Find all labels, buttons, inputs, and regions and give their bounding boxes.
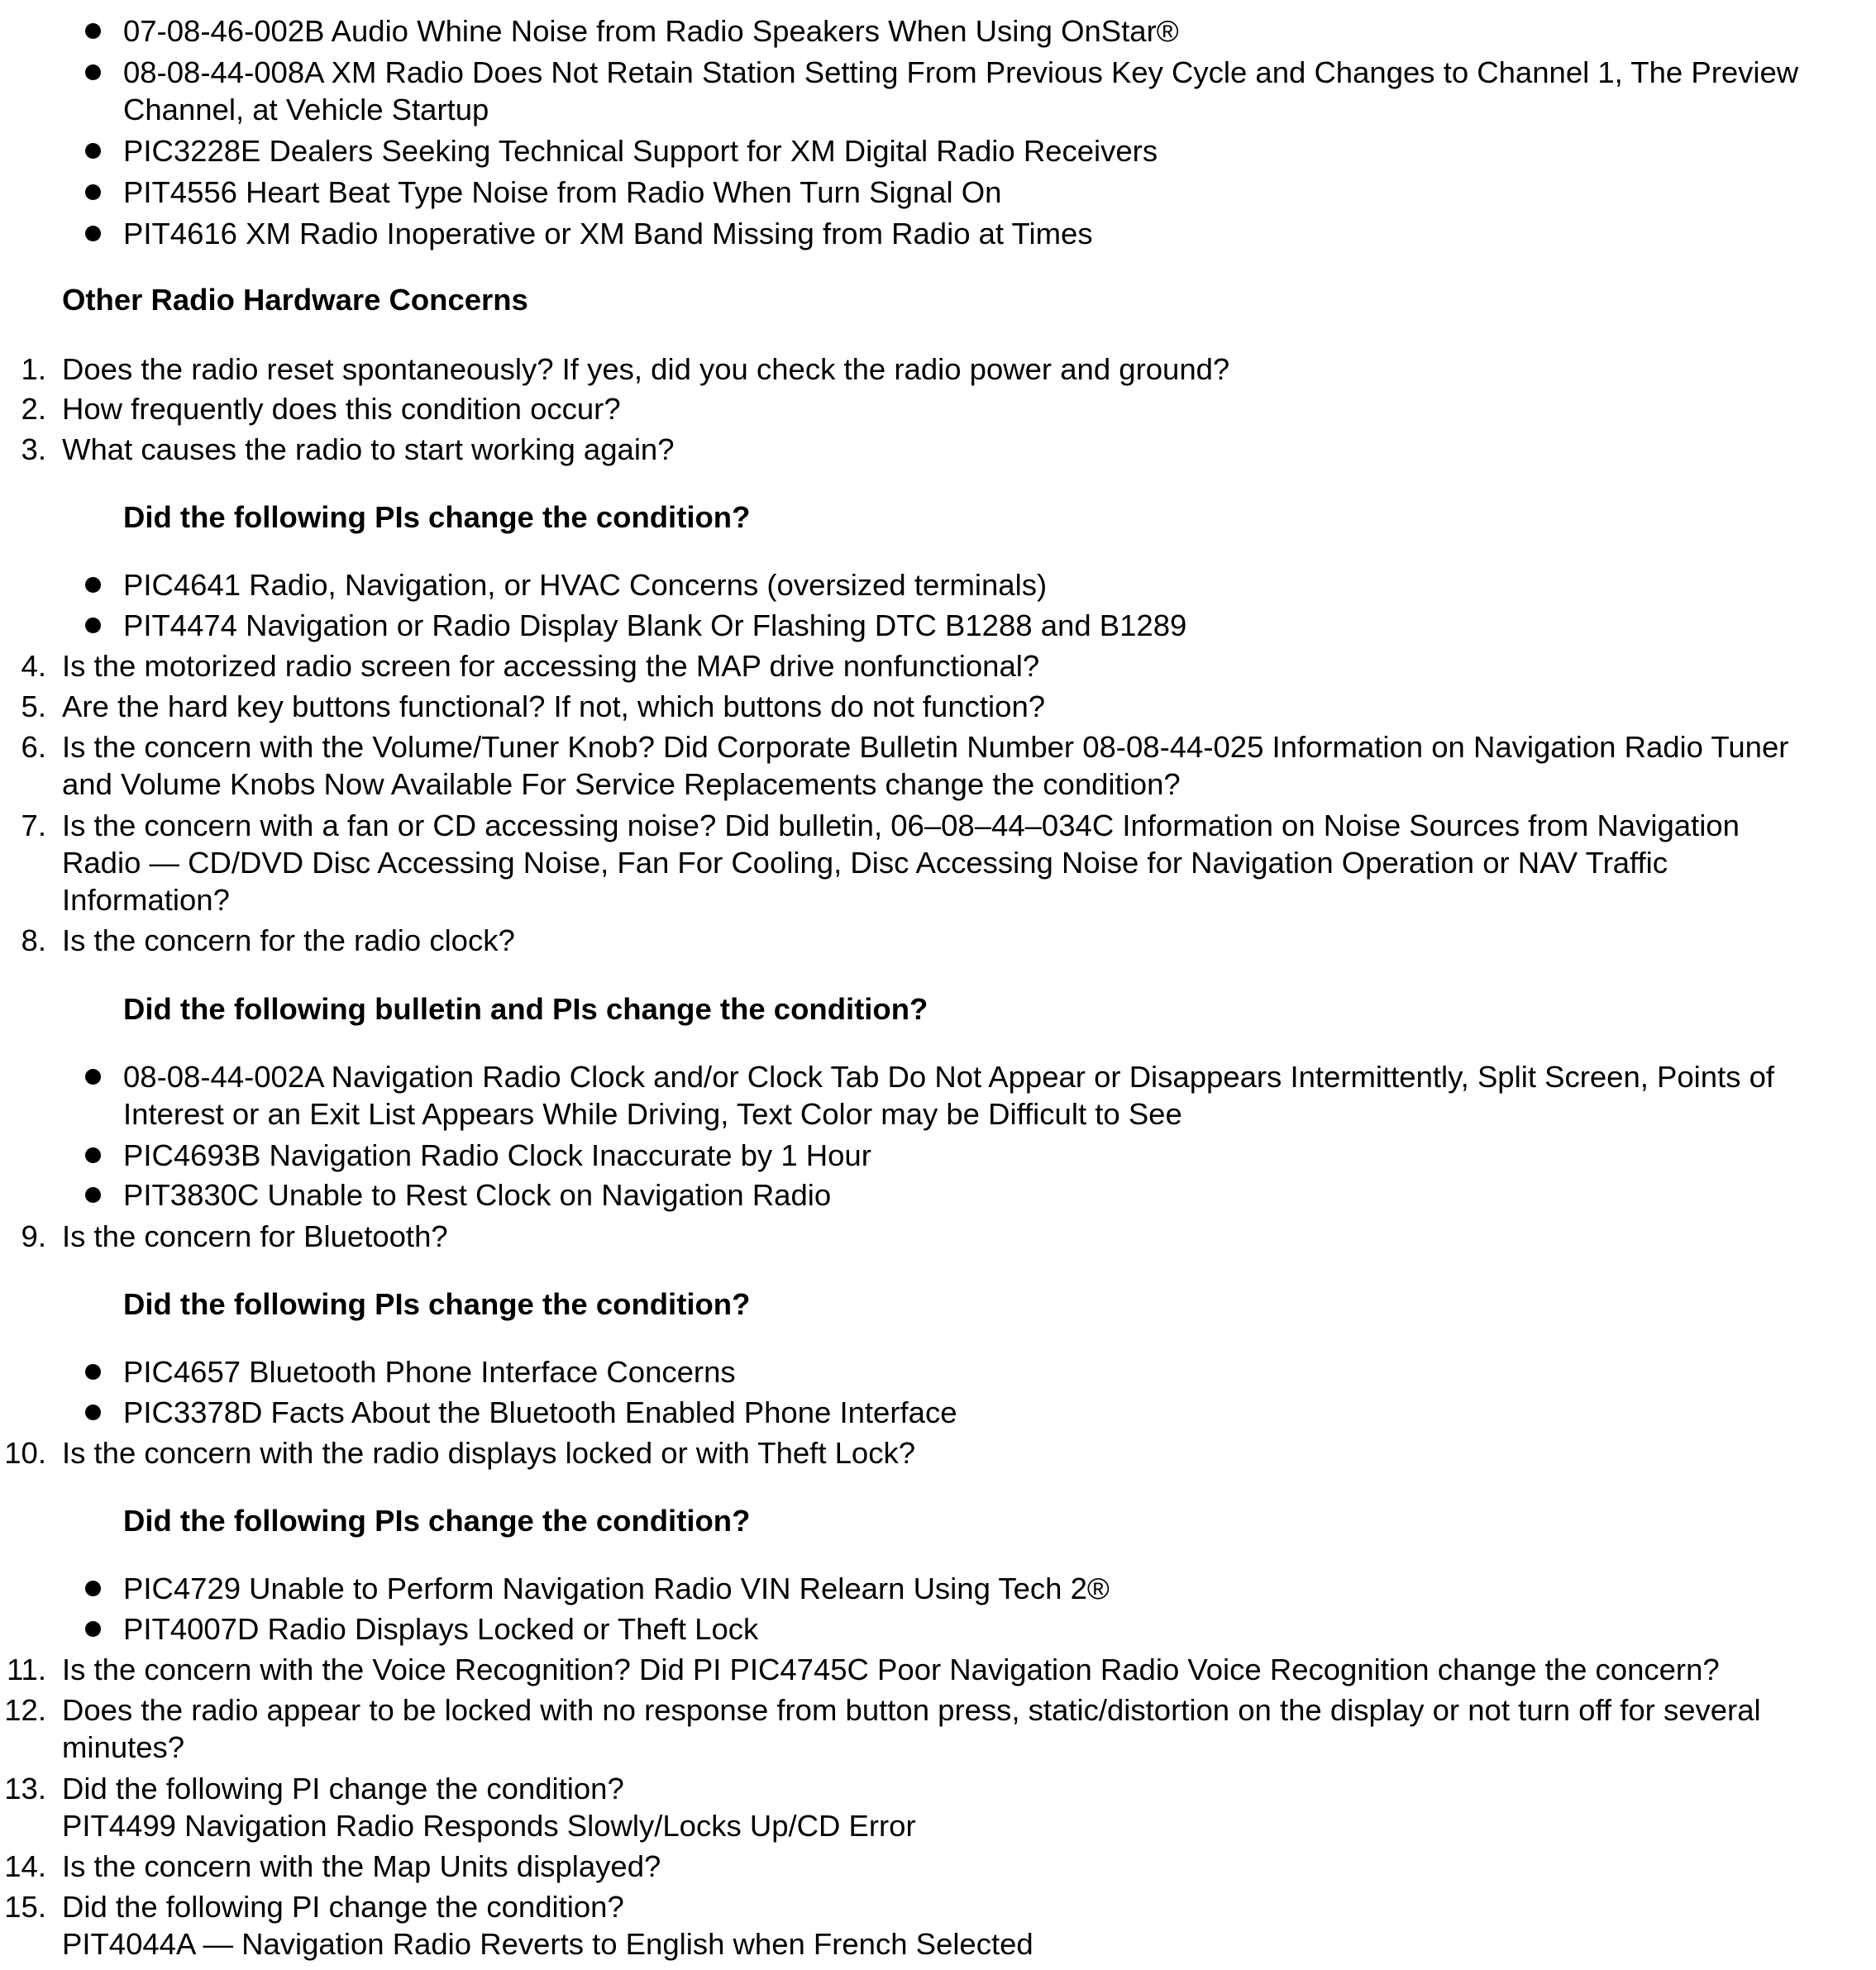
question-number: 9. xyxy=(21,1219,46,1253)
bullet-icon xyxy=(85,1187,101,1203)
question-number: 1. xyxy=(21,352,46,386)
question-text: Is the concern with the Volume/Tuner Knob? Did Corporate Bulletin Number 08-08-44-025 Information on Navigation Radio Tuner xyxy=(62,730,1789,764)
question-number: 10. xyxy=(4,1436,46,1470)
question-number: 13. xyxy=(4,1772,46,1805)
bullet-icon xyxy=(85,226,101,241)
list-item-continuation: Channel, at Vehicle Startup xyxy=(123,93,489,126)
bullet-icon xyxy=(85,184,101,200)
list-item: PIC3228E Dealers Seeking Technical Support for XM Digital Radio Receivers xyxy=(123,134,1158,168)
question-text: Does the radio appear to be locked with no response from button press, static/distortion on the display or not turn off for several xyxy=(62,1693,1761,1727)
bullet-icon xyxy=(85,1364,101,1380)
question-number: 3. xyxy=(21,432,46,466)
question-text-continuation: PIT4044A — Navigation Radio Reverts to English when French Selected xyxy=(62,1927,1033,1961)
question-number: 14. xyxy=(4,1849,46,1883)
list-item: PIC4693B Navigation Radio Clock Inaccurate by 1 Hour xyxy=(123,1138,871,1172)
question-text: Does the radio reset spontaneously? If yes, did you check the radio power and ground? xyxy=(62,352,1230,386)
question-text: Is the motorized radio screen for accessing the MAP drive nonfunctional? xyxy=(62,649,1040,683)
question-text: Is the concern for Bluetooth? xyxy=(62,1219,448,1253)
list-item: PIT4474 Navigation or Radio Display Blank Or Flashing DTC B1288 and B1289 xyxy=(123,608,1187,642)
subheading: Did the following PIs change the condition? xyxy=(123,1504,751,1538)
list-item: PIT3830C Unable to Rest Clock on Navigation Radio xyxy=(123,1178,832,1212)
question-text-continuation: minutes? xyxy=(62,1730,185,1764)
bullet-icon xyxy=(85,64,101,80)
question-number: 15. xyxy=(4,1890,46,1924)
question-text-continuation: Radio — CD/DVD Disc Accessing Noise, Fan For Cooling, Disc Accessing Noise for Navigation Operation or NAV Traffic xyxy=(62,846,1668,880)
bullet-icon xyxy=(85,1581,101,1596)
question-text: Did the following PI change the condition? xyxy=(62,1890,624,1924)
question-text: How frequently does this condition occur? xyxy=(62,392,621,426)
list-item: PIT4007D Radio Displays Locked or Theft Lock xyxy=(123,1612,759,1646)
subheading: Did the following bulletin and PIs change the condition? xyxy=(123,992,928,1026)
bullet-icon xyxy=(85,618,101,633)
question-number: 2. xyxy=(21,392,46,426)
list-item: PIC4641 Radio, Navigation, or HVAC Concerns (oversized terminals) xyxy=(123,568,1048,602)
question-number: 8. xyxy=(21,923,46,957)
question-text-continuation: PIT4499 Navigation Radio Responds Slowly/Locks Up/CD Error xyxy=(62,1809,916,1843)
question-text: Is the concern with the Voice Recognition? Did PI PIC4745C Poor Navigation Radio Voice Recognition change the concern? xyxy=(62,1653,1720,1686)
list-item: PIT4616 XM Radio Inoperative or XM Band Missing from Radio at Times xyxy=(123,217,1093,250)
list-item: 08-08-44-008A XM Radio Does Not Retain Station Setting From Previous Key Cycle and Changes to Channel 1, The Preview xyxy=(123,55,1799,89)
bullet-icon xyxy=(85,1621,101,1637)
section-heading: Other Radio Hardware Concerns xyxy=(62,283,528,317)
list-item: 08-08-44-002A Navigation Radio Clock and/or Clock Tab Do Not Appear or Disappears Intermittently, Split Screen, Points of xyxy=(123,1060,1775,1094)
question-number: 7. xyxy=(21,809,46,842)
bullet-icon xyxy=(85,1405,101,1420)
question-number: 6. xyxy=(21,730,46,764)
list-item: PIT4556 Heart Beat Type Noise from Radio When Turn Signal On xyxy=(123,175,1002,209)
list-item: PIC4729 Unable to Perform Navigation Radio VIN Relearn Using Tech 2® xyxy=(123,1572,1110,1605)
question-text: Is the concern with the radio displays locked or with Theft Lock? xyxy=(62,1436,915,1470)
question-text: What causes the radio to start working again? xyxy=(62,432,675,466)
bullet-icon xyxy=(85,1069,101,1085)
bullet-icon xyxy=(85,1147,101,1163)
question-text: Is the concern with the Map Units displayed? xyxy=(62,1849,661,1883)
question-number: 5. xyxy=(21,689,46,723)
list-item: PIC3378D Facts About the Bluetooth Enabled Phone Interface xyxy=(123,1395,957,1429)
bullet-icon xyxy=(85,23,101,39)
list-item-continuation: Interest or an Exit List Appears While Driving, Text Color may be Difficult to See xyxy=(123,1097,1182,1131)
bullet-icon xyxy=(85,577,101,593)
question-number: 12. xyxy=(4,1693,46,1727)
question-text: Are the hard key buttons functional? If not, which buttons do not function? xyxy=(62,689,1046,723)
list-item: 07-08-46-002B Audio Whine Noise from Radio Speakers When Using OnStar® xyxy=(123,14,1179,48)
question-text: Is the concern with a fan or CD accessing noise? Did bulletin, 06–08–44–034C Information on Noise Sources from Navigation xyxy=(62,809,1740,842)
question-number: 11. xyxy=(6,1653,46,1686)
question-text-continuation: Information? xyxy=(62,883,230,917)
question-text-continuation: and Volume Knobs Now Available For Service Replacements change the condition? xyxy=(62,767,1181,801)
bullet-icon xyxy=(85,143,101,159)
subheading: Did the following PIs change the condition? xyxy=(123,500,751,534)
question-number: 4. xyxy=(21,649,46,683)
subheading: Did the following PIs change the condition? xyxy=(123,1287,751,1321)
question-text: Is the concern for the radio clock? xyxy=(62,923,515,957)
list-item: PIC4657 Bluetooth Phone Interface Concerns xyxy=(123,1355,736,1389)
question-text: Did the following PI change the condition? xyxy=(62,1772,624,1805)
